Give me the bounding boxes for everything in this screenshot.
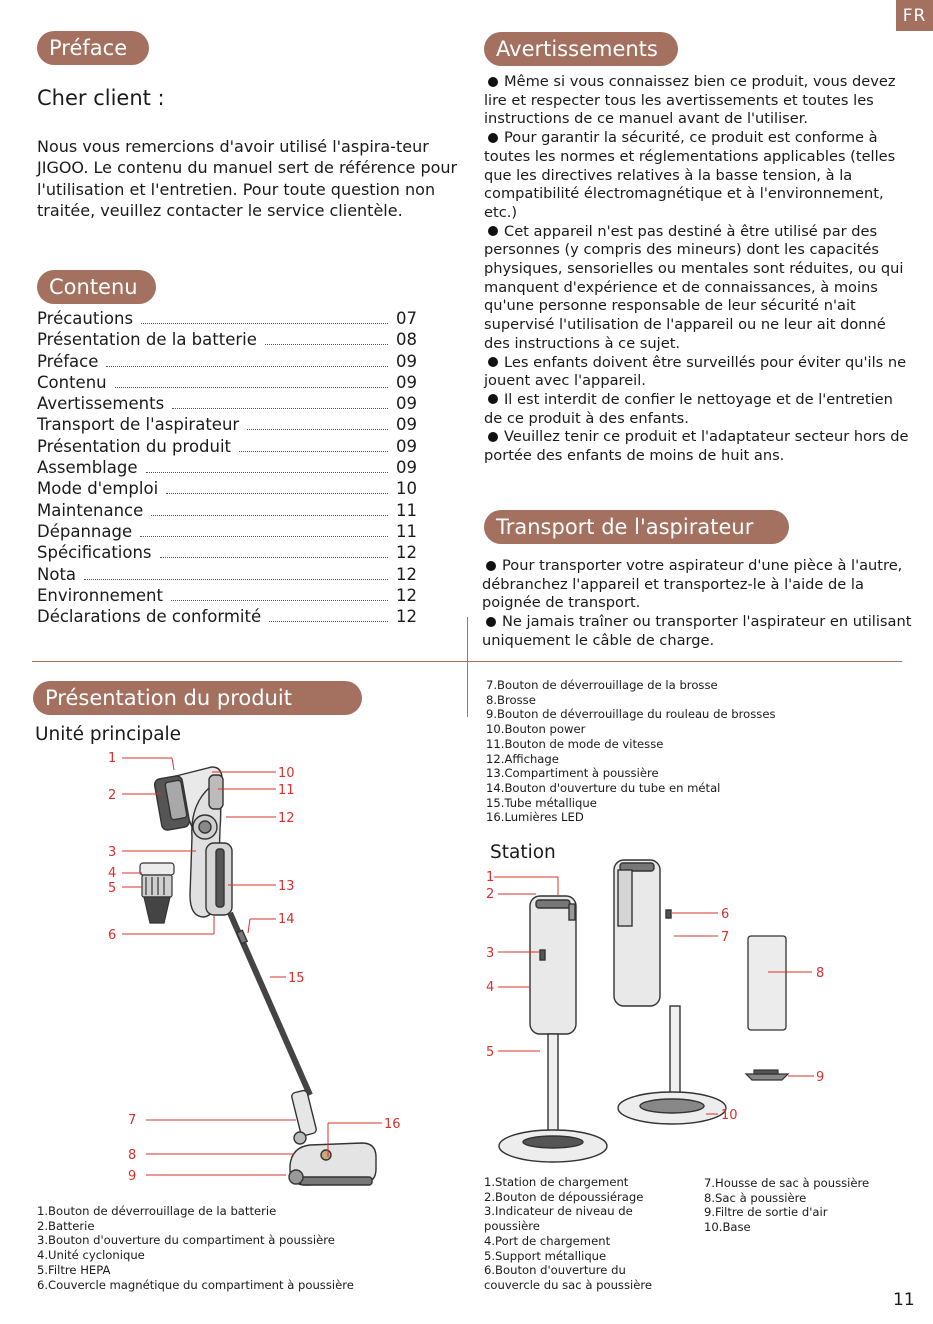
section-divider [32, 661, 902, 662]
station-parts-list-left [484, 1175, 684, 1293]
station-left-drawing [499, 896, 607, 1162]
dust-bag-drawing [748, 936, 786, 1030]
station-callout-7: 7 [721, 930, 730, 945]
toc-leader [166, 493, 388, 494]
toc-label: Environnement [37, 585, 163, 605]
callout-12: 12 [278, 811, 295, 826]
bullet-item [484, 428, 909, 465]
callout-16: 16 [384, 1117, 401, 1132]
greeting: Cher client : [37, 86, 165, 110]
main-parts-list-left [37, 1204, 467, 1292]
part-item: 8.Brosse [486, 692, 536, 707]
toc-leader [140, 536, 388, 537]
bullet-dot-icon [488, 77, 498, 87]
toc-page: 12 [396, 607, 417, 627]
callout-15: 15 [288, 971, 305, 986]
toc-leader [269, 621, 388, 622]
station-right-drawing [614, 860, 726, 1124]
bullet-dot-icon [486, 617, 496, 627]
bullet-item [484, 354, 909, 391]
bullet-text: Les enfants doivent être surveillés pour éviter qu'ils ne jouent avec l'appareil. [484, 353, 907, 390]
callout-9: 9 [128, 1169, 137, 1184]
station-callout-8: 8 [816, 966, 825, 981]
toc-row [37, 352, 422, 373]
callout-7: 7 [128, 1113, 137, 1128]
preface-text: Nous vous remercions d'avoir utilisé l'aspira-teur JIGOO. Le contenu du manuel sert de référence pour l'utilisation et l'entretien. Pour toute question non traitée, veuillez contacter le service clientèle. [37, 137, 458, 220]
language-tab: FR [896, 0, 933, 31]
main-unit-title: Unité principale [35, 724, 182, 745]
part-item: 15.Tube métallique [486, 795, 597, 810]
product-heading: Présentation du produit [33, 681, 362, 715]
toc-label: Préface [37, 351, 99, 371]
toc-page: 07 [396, 309, 417, 328]
callout-3: 3 [108, 845, 117, 860]
toc-page: 11 [396, 521, 417, 541]
toc-leader [172, 408, 388, 409]
toc-row [37, 458, 422, 479]
part-item: 9.Bouton de déverrouillage du rouleau de brosses [486, 707, 776, 722]
part-item: 11.Bouton de mode de vitesse [486, 736, 664, 751]
vacuum-illustration [100, 745, 430, 1200]
toc-page: 11 [396, 500, 417, 520]
part-item: 10.Bouton power [486, 722, 586, 737]
bullet-dot-icon [488, 357, 498, 367]
part-item: 7.Housse de sac à poussière [704, 1176, 870, 1190]
part-item: 12.Affichage [486, 751, 559, 766]
toc-leader [239, 451, 388, 452]
toc-row [37, 394, 422, 415]
cyclone-hepa-drawing [140, 863, 174, 923]
toc-leader [160, 557, 388, 558]
toc-row [37, 309, 422, 330]
station-title: Station [490, 842, 556, 863]
part-item: 4.Port de chargement [484, 1233, 611, 1248]
part-item: 16.Lumières LED [486, 810, 584, 825]
bullet-dot-icon [486, 561, 496, 571]
part-item: 7.Bouton de déverrouillage de la brosse [486, 678, 718, 692]
bullet-text: Pour garantir la sécurité, ce produit est conforme à toutes les normes et réglementations applicables (telles que les directives relatives à la basse tension, à la compatibilité électromagnétique et à l'environnement, etc.) [484, 129, 896, 221]
station-callout-4: 4 [486, 980, 495, 995]
callout-13: 13 [278, 879, 295, 894]
toc-row [37, 415, 422, 436]
column-divider [467, 617, 468, 717]
toc-row [37, 330, 422, 351]
station-callout-6: 6 [721, 907, 730, 922]
part-item: 2.Batterie [37, 1218, 95, 1233]
toc-label: Contenu [37, 372, 107, 392]
part-item: 1.Bouton de déverrouillage de la batterie [37, 1204, 277, 1218]
callout-14: 14 [278, 912, 295, 927]
bullet-item [484, 129, 909, 223]
station-illustration [478, 850, 838, 1170]
toc-row [37, 479, 422, 500]
part-item: 1.Station de chargement [484, 1175, 629, 1189]
toc-page: 09 [396, 415, 417, 435]
preface-heading: Préface [37, 31, 149, 65]
part-item: 5.Filtre HEPA [37, 1262, 111, 1277]
toc-page: 12 [396, 585, 417, 605]
toc-label: Assemblage [37, 458, 138, 478]
vacuum-drawing [154, 767, 376, 1185]
toc-row [37, 543, 422, 564]
toc-leader [265, 344, 388, 345]
toc-row [37, 586, 422, 607]
station-parts-list-right [704, 1176, 904, 1235]
toc-row [37, 437, 422, 458]
toc-page: 08 [396, 330, 417, 350]
bullet-dot-icon [488, 432, 498, 442]
bullet-dot-icon [488, 133, 498, 143]
part-item: 2.Bouton de dépoussiérage [484, 1189, 644, 1204]
station-callout-2: 2 [486, 887, 495, 902]
toc-row [37, 373, 422, 394]
bullet-text: Cet appareil n'est pas destiné à être utilisé par des personnes (y compris des mineurs) dont les capacités physiques, sensorielles ou mentales sont réduites, ou qui manquent d'expérience et de connaissances, à moins qu'une personne responsable de leur sécurité n'ait supervisé l'utilisation de l'appareil ou ne leur ait donné des instructions à ce sujet. [484, 222, 904, 352]
station-callout-10: 10 [721, 1108, 738, 1123]
part-item: 3.Indicateur de niveau de poussière [484, 1204, 633, 1234]
callout-8: 8 [128, 1148, 137, 1163]
toc-row [37, 565, 422, 586]
toc-label: Précautions [37, 309, 134, 328]
part-item: 3.Bouton d'ouverture du compartiment à poussière [37, 1233, 335, 1248]
station-callout-1: 1 [486, 870, 495, 885]
bullet-item [484, 73, 909, 129]
part-item: 14.Bouton d'ouverture du tube en métal [486, 780, 721, 795]
toc-label: Présentation du produit [37, 436, 232, 456]
toc-page: 10 [396, 479, 417, 499]
callout-1: 1 [108, 751, 117, 766]
part-item: 9.Filtre de sortie d'air [704, 1205, 828, 1220]
toc-page: 09 [396, 372, 417, 392]
bullet-text: Pour transporter votre aspirateur d'une pièce à l'autre, débranchez l'appareil et transportez-le à l'aide de la poignée de transport. [482, 557, 903, 612]
toc-page: 09 [396, 351, 417, 371]
toc-page: 09 [396, 436, 417, 456]
toc-label: Spécifications [37, 543, 152, 563]
station-callout-3: 3 [486, 946, 495, 961]
toc-page: 09 [396, 458, 417, 478]
part-item: 4.Unité cyclonique [37, 1248, 145, 1263]
air-filter-drawing [746, 1070, 788, 1080]
callout-2: 2 [108, 788, 117, 803]
transport-heading: Transport de l'aspirateur [484, 510, 789, 544]
part-item: 5.Support métallique [484, 1248, 607, 1263]
toc-label: Présentation de la batterie [37, 330, 257, 350]
warnings-heading: Avertissements [484, 32, 678, 66]
table-of-contents [37, 309, 422, 628]
bullet-item [484, 223, 909, 354]
toc-page: 09 [396, 394, 417, 414]
station-callout-5: 5 [486, 1045, 495, 1060]
bullet-dot-icon [488, 394, 498, 404]
toc-label: Dépannage [37, 521, 133, 541]
bullet-text: Veuillez tenir ce produit et l'adaptateur secteur hors de portée des enfants de moins de huit ans. [484, 428, 909, 465]
toc-label: Déclarations de conformité [37, 607, 262, 627]
bullet-text: Même si vous connaissez bien ce produit, vous devez lire et respecter tous les avertissements et toutes les instructions de ce manuel avant de l'utiliser. [484, 73, 896, 128]
toc-label: Maintenance [37, 500, 144, 520]
part-item: 6.Couvercle magnétique du compartiment à poussière [37, 1277, 354, 1292]
station-callout-9: 9 [816, 1070, 825, 1085]
toc-row [37, 522, 422, 543]
callout-5: 5 [108, 881, 117, 896]
toc-row [37, 501, 422, 522]
contents-heading: Contenu [37, 270, 156, 304]
toc-page: 12 [396, 564, 417, 584]
toc-row [37, 607, 422, 628]
toc-leader [247, 429, 388, 430]
toc-leader [115, 387, 388, 388]
toc-label: Transport de l'aspirateur [37, 415, 240, 435]
callout-6: 6 [108, 928, 117, 943]
toc-label: Avertissements [37, 394, 165, 414]
toc-leader [146, 472, 389, 473]
toc-page: 12 [396, 543, 417, 563]
part-item: 10.Base [704, 1220, 751, 1235]
part-item: 6.Bouton d'ouverture du couvercle du sac à poussière [484, 1263, 653, 1292]
callout-4: 4 [108, 866, 117, 881]
main-parts-list-right [486, 678, 906, 825]
page-number: 11 [893, 1290, 915, 1310]
toc-leader [141, 323, 388, 324]
bullet-dot-icon [488, 226, 498, 236]
callout-10: 10 [278, 766, 295, 781]
toc-label: Nota [37, 564, 77, 584]
bullet-item [484, 391, 909, 428]
toc-leader [84, 579, 388, 580]
callout-11: 11 [278, 783, 295, 798]
part-item: 8.Sac à poussière [704, 1190, 807, 1205]
bullet-text: Il est interdit de confier le nettoyage et de l'entretien de ce produit à des enfants. [484, 390, 893, 427]
toc-leader [171, 600, 388, 601]
toc-leader [106, 366, 388, 367]
bullet-item [482, 613, 912, 650]
warnings-list [484, 73, 909, 466]
bullet-text: Ne jamais traîner ou transporter l'aspirateur en utilisant uniquement le câble de charge. [482, 613, 912, 649]
toc-label: Mode d'emploi [37, 479, 159, 499]
toc-leader [151, 515, 388, 516]
bullet-item [482, 557, 912, 613]
transport-list [482, 557, 912, 651]
part-item: 13.Compartiment à poussière [486, 766, 659, 781]
